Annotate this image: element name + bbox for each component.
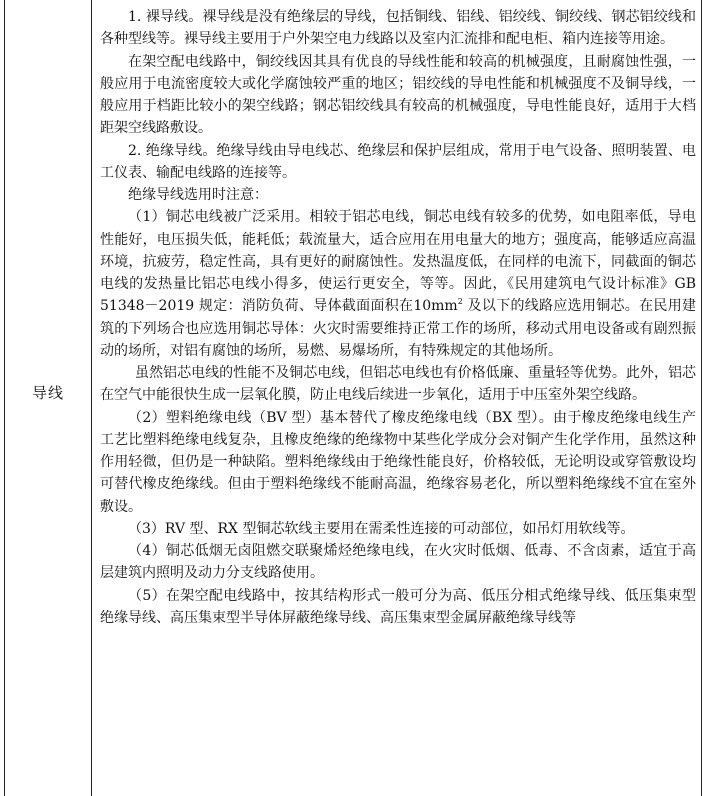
row-label-cell xyxy=(5,0,91,796)
column-divider xyxy=(91,0,92,796)
cross-section-value: 10mm xyxy=(413,298,458,315)
copper-core-text-continued: 及以下的线路应选用铜芯。在民用建筑的下列场合也应选用铜芯导体：火灾时需要维持正常工作的场所，移动式用电设备或有剧烈振动的场所，对铝有腐蚀的场所，易燃、易爆场所，有特殊规定的其他场所。 xyxy=(100,298,696,359)
paragraph-copper-core xyxy=(100,206,696,362)
cross-section-exponent: 2 xyxy=(457,297,463,307)
paragraph-overhead-lines: 在架空配电线路中，铜绞线因其具有优良的导线性能和较高的机械强度，且耐腐蚀性强，一般应用于电流密度较大或化学腐蚀较严重的地区；铝绞线的导电性能和机械强度不及铜导线，一般应用于档距比较小的架空线路；钢芯铝绞线具有较高的机械强度，导电性能良好，适用于大档距架空线路敷设。 xyxy=(100,53,696,137)
row-label: 导线 xyxy=(31,383,64,402)
table xyxy=(4,0,702,796)
copper-core-text: （1）铜芯电线被广泛采用。相较于铝芯电线，铜芯电线有较多的优势，如电阻率低，导电性能好，电压损失低，能耗低；载流量大，适合应用在用电量大的地方；强度高，能够适应高温环境，抗疲劳，稳定性高，具有更好的耐腐蚀性。发热温度低，在同样的电流下，同截面的铜芯电线的发热量比铝芯电线小得多，使运行更安全，等等。因此，《民用建筑电气设计标准》GB 51348－2019 规定：消防负荷、导体截面面积在 xyxy=(100,209,696,315)
paragraph-low-smoke-wire: （4）铜芯低烟无卤阻燃交联聚烯烃绝缘电线，在火灾时低烟、低毒、不含卤素，适宜于高层建筑内照明及动力分支线路使用。 xyxy=(100,543,696,582)
paragraph-flexible-wire: （3）RV 型、RX 型铜芯软线主要用在需柔性连接的可动部位，如吊灯用软线等。 xyxy=(128,520,635,537)
paragraph-bare-wire: 1. 裸导线。裸导线是没有绝缘层的导线，包括铜线、铝线、铝绞线、铜绞线、钢芯铝绞线和各种型线等。裸导线主要用于户外架空电力线路以及室内汇流排和配电柜、箱内连接等用途。 xyxy=(100,9,696,48)
paragraph-plastic-insulation: （2）塑料绝缘电线（BV 型）基本替代了橡皮绝缘电线（BX 型）。由于橡皮绝缘电线生产工艺比塑料绝缘电线复杂，且橡皮绝缘的绝缘物中某些化学成分会对铜产生化学作用，虽然这种作用轻微，但仍是一种缺陷。塑料绝缘线由于绝缘性能良好，价格较低，无论明设或穿管敷设均可替代橡皮绝缘线。但由于塑料绝缘线不能耐高温，绝缘容易老化，所以塑料绝缘线不宜在室外敷设。 xyxy=(100,409,696,515)
paragraph-insulated-wire: 2. 绝缘导线。绝缘导线由导电线芯、绝缘层和保护层组成，常用于电气设备、照明装置、电工仪表、输配电线路的连接等。 xyxy=(100,142,696,181)
paragraph-aluminum-core: 虽然铝芯电线的性能不及铜芯电线，但铝芯电线也有价格低廉、重量轻等优势。此外，铝芯在空气中能很快生成一层氧化膜，防止电线后续进一步氧化，适用于中压室外架空线路。 xyxy=(100,365,696,404)
content-cell xyxy=(100,6,696,629)
paragraph-overhead-insulated: （5）在架空配电线路中，按其结构形式一般可分为高、低压分相式绝缘导线、低压集束型绝缘导线、高压集束型半导体屏蔽绝缘导线、高压集束型金属屏蔽绝缘导线等 xyxy=(100,587,696,626)
paragraph-selection-notes: 绝缘导线选用时注意： xyxy=(128,187,268,203)
